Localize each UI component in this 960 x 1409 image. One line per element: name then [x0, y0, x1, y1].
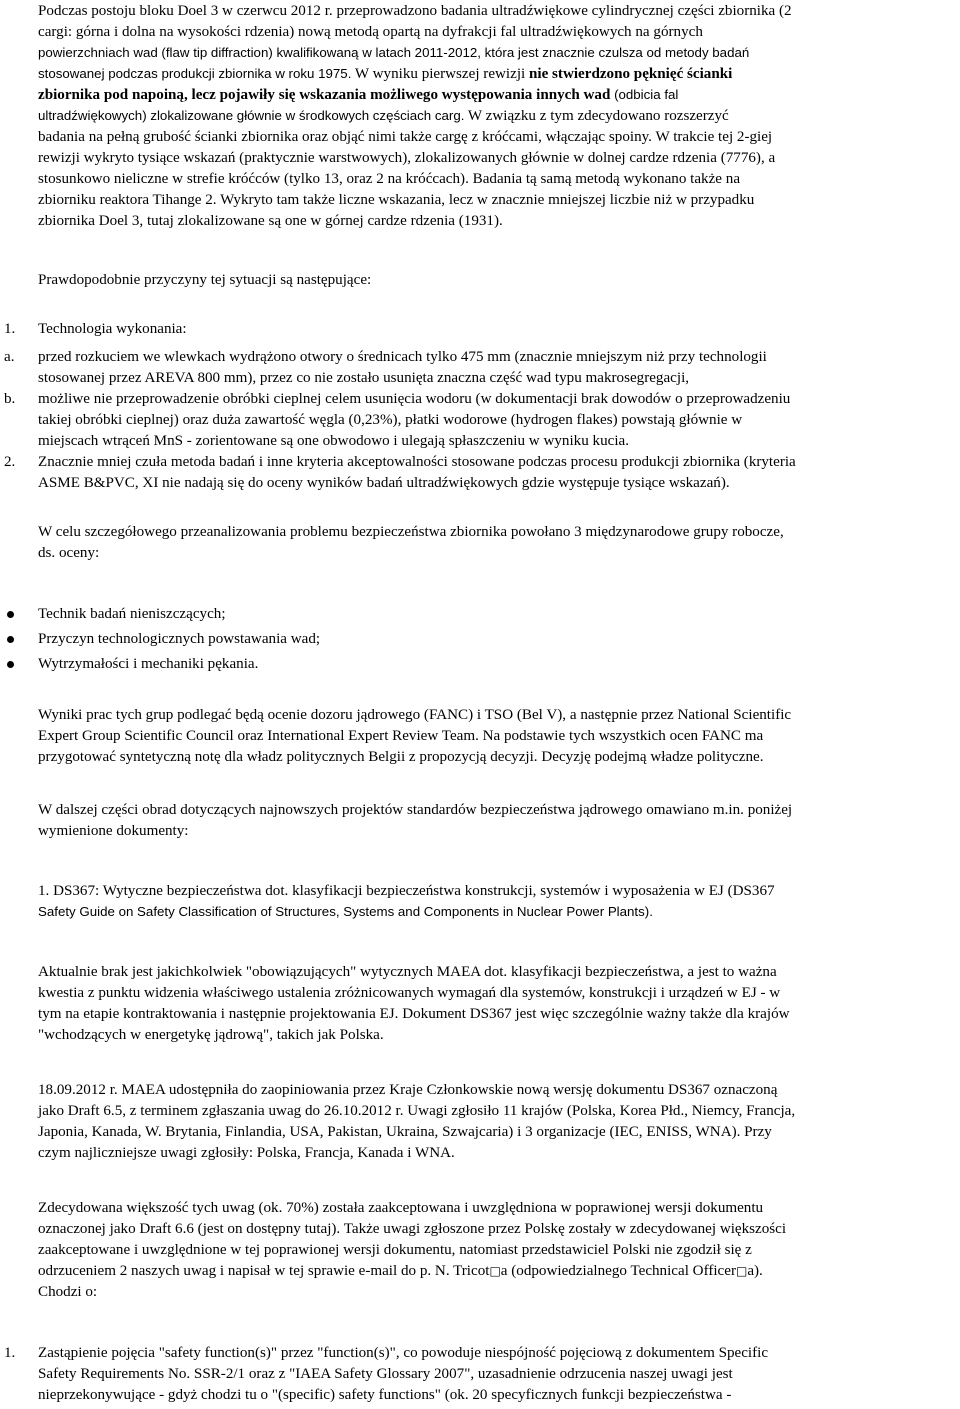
text-line: Podczas postoju bloku Doel 3 w czerwcu 2012 r. przeprowadzono badania ultradźwiękowe cylindrycznej części zbiornika (2 — [38, 3, 792, 19]
text-line: zbiorniku reaktora Tihange 2. Wykryto tam także liczne wskazania, lecz w znacznie mniejszej liczbie niż w przypadku — [38, 192, 755, 208]
text-line: Aktualnie brak jest jakichkolwiek "obowiązujących" wytycznych MAEA dot. klasyfikacji bezpieczeństwa, a jest to ważna — [38, 964, 777, 980]
list-letter: a. — [4, 349, 15, 365]
list-item: Technologia wykonania: — [38, 321, 187, 337]
bold-text: nie stwierdzono pęknięć ścianki — [528, 66, 733, 82]
text-line: stosunkowo nieliczne w strefie króćców (tylko 13, oraz 2 na króćcach). Badania tą samą metodą wykonano także na — [38, 171, 741, 187]
missing-glyph-icon: □ — [489, 1264, 501, 1278]
list-number: 1. — [4, 1345, 16, 1361]
missing-glyph-icon: □ — [735, 1264, 748, 1278]
text-run: badania na pełną grubość ścianki zbiornika oraz objąć nimi także cargę z króćcami, włączając spoiny. — [38, 129, 652, 145]
text-line: W dalszej części obrad dotyczących najnowszych projektów standardów bezpieczeństwa jądrowego omawiano m.in. poniżej — [38, 802, 793, 818]
text-line: Zdecydowana większość tych uwag (ok. 70%) została zaakceptowana i uwzględniona w poprawionej wersji dokumentu — [38, 1200, 764, 1216]
text-run: a). — [747, 1263, 763, 1279]
text-line: wymienione dokumenty: — [38, 823, 189, 839]
text-line: nieprzekonywujące - gdyż chodzi tu o "(specific) safety functions" (ok. 20 specyficznych funkcji bezpieczeństwa - — [38, 1387, 732, 1403]
text-line: Safety Requirements No. SSR-2/1 oraz z "IAEA Safety Glossary 2007", uzasadnienie odrzucenia naszej uwagi jest — [38, 1366, 733, 1382]
text-line: czym najliczniejsze uwagi zgłosiły: Polska, Francja, Kanada i WNA. — [38, 1145, 455, 1161]
bullet-icon — [7, 636, 14, 643]
text-run: ultradźwiękowych) zlokalizowane głównie w środkowych częściach carg. — [38, 108, 465, 123]
text-line — [38, 1261, 763, 1282]
text-line — [38, 64, 732, 85]
text-run: stosowanej podczas produkcji zbiornika w roku 1975. — [38, 66, 352, 81]
list-item: Zastąpienie pojęcia "safety function(s)" przez "function(s)", co powoduje niespójność pojęciową z dokumentem Specific — [38, 1345, 769, 1361]
text-line: cargi: górna i dolna na wysokości rdzenia) nową metodą opartą na dyfrakcji fal ultradźwiękowych na górnych — [38, 24, 703, 40]
text-line — [38, 106, 729, 127]
text-line: takiej obróbki cieplnej) oraz duża zawartość węgla (0,23%), płatki wodorowe (hydrogen flakes) powstają głównie w — [38, 412, 743, 428]
text-line: zaakceptowane i uwzględnione w tej poprawionej wersji dokumentu, natomiast przedstawiciel Polski nie zgodził się z — [38, 1242, 752, 1258]
list-item: Wytrzymałości i mechaniki pękania. — [38, 656, 259, 672]
text-line: ASME B&PVC, XI nie nadają się do oceny wyników badań ultradźwiękowych gdzie występuje tysiące wskazań). — [38, 475, 730, 491]
text-run: (odbicia fal — [610, 87, 679, 102]
text-line: 1. DS367: Wytyczne bezpieczeństwa dot. klasyfikacji bezpieczeństwa konstrukcji, systemów i wyposażenia w EJ (DS367 — [38, 883, 775, 899]
text-line: kwestia z punktu widzenia właściwego ustalenia zróżnicowanych wymagań dla systemów, konstrukcji i urządzeń w EJ - w — [38, 985, 781, 1001]
text-line: zbiornika Doel 3, tutaj zlokalizowane są one w górnej cardze rdzenia (1931). — [38, 213, 503, 229]
text-line: W celu szczegółowego przeanalizowania problemu bezpieczeństwa zbiornika powołano 3 międzynarodowe grupy robocze, — [38, 524, 784, 540]
text-line — [38, 85, 678, 106]
text-line: Safety Guide on Safety Classification of Structures, Systems and Components in Nuclear Power Plants). — [38, 904, 653, 919]
text-line: Chodzi o: — [38, 1284, 98, 1300]
text-run: W trakcie tej 2-giej — [651, 129, 773, 145]
text-line: Japonia, Kanada, W. Brytania, Finlandia, USA, Pakistan, Ukraina, Szwajcaria) i 3 organizacje (IEC, ENISS, WNA). Przy — [38, 1124, 772, 1140]
text-line: "wchodzących w energetykę jądrową", takich jak Polska. — [38, 1027, 384, 1043]
list-number: 2. — [4, 454, 16, 470]
text-run: a (odpowiedzialnego Technical Officer — [500, 1263, 736, 1279]
text-line: rewizji wykryto tysiące wskazań (praktycznie warstwowych), zlokalizowanych głównie w dolnej cardze rdzenia (7776), a — [38, 150, 776, 166]
text-line — [38, 127, 772, 148]
bullet-icon — [7, 661, 14, 668]
bullet-icon — [7, 611, 14, 618]
list-item: możliwe nie przeprowadzenie obróbki cieplnej celem usunięcia wodoru (w dokumentacji brak dowodów o przeprowadzeniu — [38, 391, 791, 407]
list-item: Znacznie mniej czuła metoda badań i inne kryteria akceptowalności stosowane podczas procesu produkcji zbiornika (kryteria — [38, 454, 796, 470]
text-line: powierzchniach wad (flaw tip diffraction) kwalifikowaną w latach 2011-2012, która jest znacznie czulsza od metody badań — [38, 45, 750, 60]
text-line: miejscach wtrąceń MnS - zorientowane są one obwodowo i ulegają spłaszczeniu w wyniku kucia. — [38, 433, 629, 449]
list-item: Przyczyn technologicznych powstawania wad; — [38, 631, 321, 647]
text-run: W wyniku pierwszej rewizji — [351, 66, 529, 82]
text-line: Expert Group Scientific Council oraz International Expert Review Team. Na podstawie tych wszystkich ocen FANC ma — [38, 728, 764, 744]
text-line: tym na etapie kontraktowania i następnie projektowania EJ. Dokument DS367 jest więc szczególnie ważny także dla krajów — [38, 1006, 790, 1022]
list-letter: b. — [4, 391, 16, 407]
text-run: odrzuceniem 2 naszych uwag i napisał w tej sprawie e-mail do p. N. Tricot — [38, 1263, 490, 1279]
list-number: 1. — [4, 321, 16, 337]
text-run: W związku z tym zdecydowano rozszerzyć — [464, 108, 729, 124]
list-item: Technik badań nieniszczących; — [38, 606, 226, 622]
text-line: oznaczonej jako Draft 6.6 (jest on dostępny tutaj). Także uwagi zgłoszone przez Polskę zostały w zdecydowanej większości — [38, 1221, 787, 1237]
text-line: stosowanej przez AREVA 800 mm), przez co nie zostało usunięta znaczna część wad typu makrosegregacji, — [38, 370, 690, 386]
text-line: 18.09.2012 r. MAEA udostępniła do zaopiniowania przez Kraje Członkowskie nową wersję dokumentu DS367 oznaczoną — [38, 1082, 778, 1098]
bold-text: zbiornika pod napoiną, lecz pojawiły się wskazania możliwego występowania innych wad — [38, 87, 611, 103]
text-line: jako Draft 6.5, z terminem zgłaszania uwag do 26.10.2012 r. Uwagi zgłosiło 11 krajów (Polska, Korea Płd., Niemcy, Francja, — [38, 1103, 796, 1119]
causes-intro: Prawdopodobnie przyczyny tej sytuacji są następujące: — [38, 272, 372, 288]
text-line: ds. oceny: — [38, 545, 100, 561]
text-line: przygotować syntetyczną notę dla władz politycznych Belgii z propozycją decyzji. Decyzję podejmą władze polityczne. — [38, 749, 764, 765]
list-item: przed rozkuciem we wlewkach wydrążono otwory o średnicach tylko 475 mm (znacznie mniejszym niż przy technologii — [38, 349, 767, 365]
text-line: Wyniki prac tych grup podlegać będą ocenie dozoru jądrowego (FANC) i TSO (Bel V), a następnie przez National Scientific — [38, 707, 792, 723]
